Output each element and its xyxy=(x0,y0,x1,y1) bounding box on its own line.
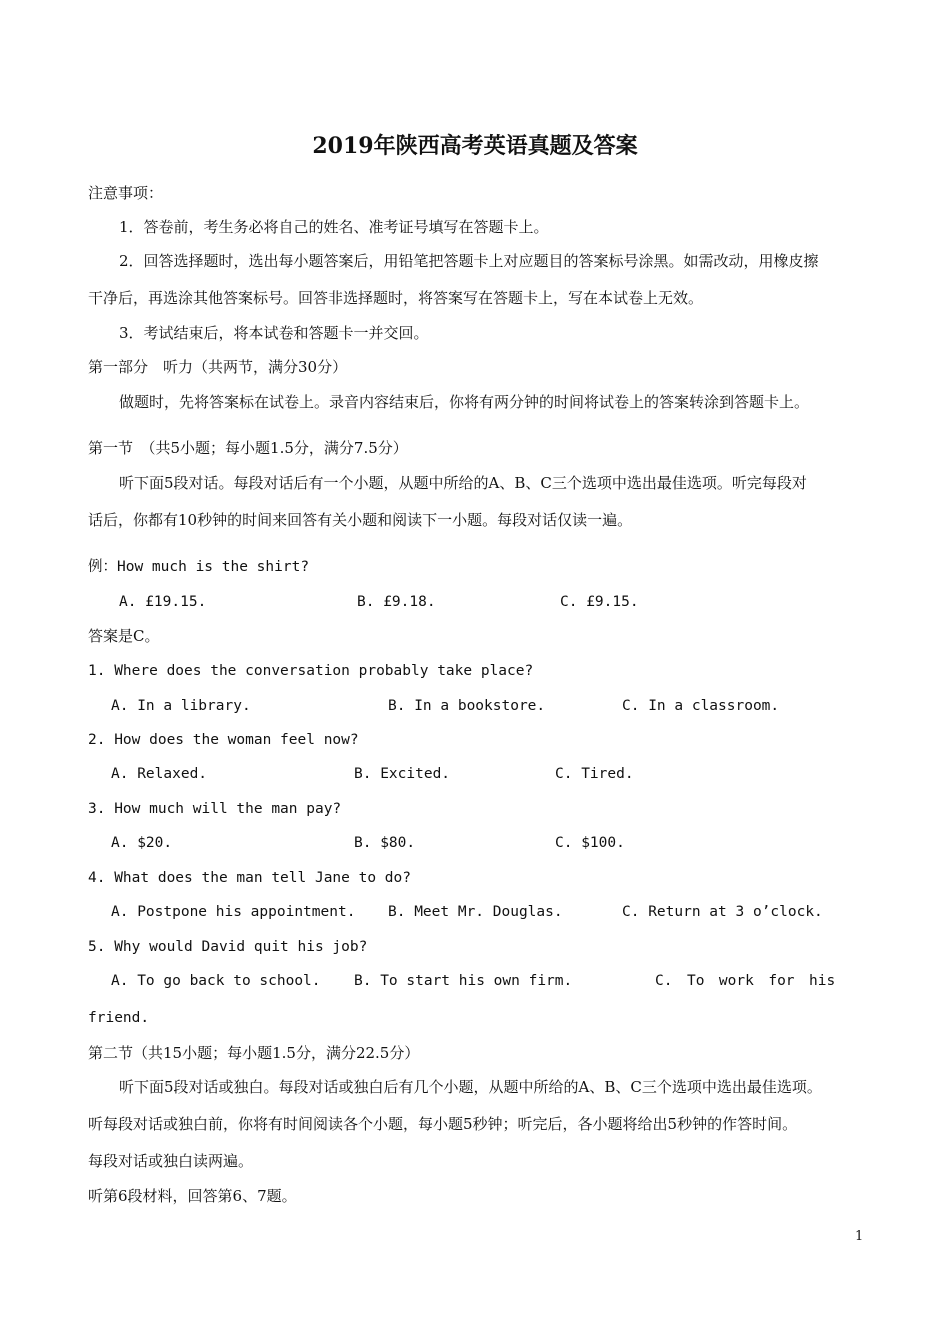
example-answer: 答案是C。 xyxy=(88,627,160,645)
question-3-option-a: A. $20. xyxy=(111,835,173,851)
notice-heading: 注意事项： xyxy=(88,184,164,202)
section2-instruction: 听下面5段对话或独白。每段对话或独白后有几个小题，从题中所给的A、B、C三个选项中选出最佳选项。 xyxy=(119,1078,822,1096)
section2-heading: 第二节（共15小题；每小题1.5分，满分22.5分） xyxy=(88,1044,420,1062)
page-title: 2019年陕西高考英语真题及答案 xyxy=(312,133,638,159)
question-2-option-c: C. Tired. xyxy=(555,766,634,782)
question-2-option-a: A. Relaxed. xyxy=(111,766,208,782)
notice-item-1: 1．答卷前，考生务必将自己的姓名、准考证号填写在答题卡上。 xyxy=(119,218,549,236)
section2-instruction-cont: 听每段对话或独白前，你将有时间阅读各个小题，每小题5秒钟；听完后，各小题将给出5秒钟的作答时间。 xyxy=(88,1115,798,1133)
notice-item-3: 3．考试结束后，将本试卷和答题卡一并交回。 xyxy=(119,324,429,342)
question-4-option-c: C. Return at 3 o’clock. xyxy=(622,904,823,920)
question-4-option-b: B. Meet Mr. Douglas. xyxy=(388,904,563,920)
question-5-option-c-cont: friend. xyxy=(88,1010,150,1026)
question-5-option-a: A. To go back to school. xyxy=(111,973,321,989)
notice-item-2: 2．回答选择题时，选出每小题答案后，用铅笔把答题卡上对应题目的答案标号涂黑。如需改动，用橡皮擦 xyxy=(119,252,819,270)
question-1-option-a: A. In a library. xyxy=(111,698,251,714)
section1-instruction: 听下面5段对话。每段对话后有一个小题，从题中所给的A、B、C三个选项中选出最佳选项。听完每段对 xyxy=(119,474,807,492)
material-6-label: 听第6段材料，回答第6、7题。 xyxy=(88,1187,297,1205)
question-1-option-b: B. In a bookstore. xyxy=(388,698,546,714)
part1-heading: 第一部分 听力（共两节，满分30分） xyxy=(88,358,348,376)
page-number: 1 xyxy=(855,1229,864,1244)
section1-heading: 第一节 （共5小题；每小题1.5分，满分7.5分） xyxy=(88,439,408,457)
example-option-b: B. £9.18. xyxy=(357,594,436,610)
section2-instruction-cont-2: 每段对话或独白读两遍。 xyxy=(88,1152,254,1170)
example-option-c: C. £9.15. xyxy=(560,594,639,610)
question-4-option-a: A. Postpone his appointment. xyxy=(111,904,356,920)
example-option-a: A. £19.15. xyxy=(119,594,207,610)
question-2-option-b: B. Excited. xyxy=(354,766,451,782)
question-2: 2. How does the woman feel now? xyxy=(88,732,359,748)
question-3-option-b: B. $80. xyxy=(354,835,416,851)
question-1: 1. Where does the conversation probably take place? xyxy=(88,663,534,679)
question-3-option-c: C. $100. xyxy=(555,835,625,851)
question-1-option-c: C. In a classroom. xyxy=(622,698,780,714)
question-5: 5. Why would David quit his job? xyxy=(88,939,368,955)
question-5-option-c: C. To work for his xyxy=(655,973,836,989)
example-question: 例：How much is the shirt? xyxy=(88,559,310,575)
notice-item-2-cont: 干净后，再选涂其他答案标号。回答非选择题时，将答案写在答题卡上，写在本试卷上无效。 xyxy=(88,289,704,307)
part1-instruction: 做题时，先将答案标在试卷上。录音内容结束后，你将有两分钟的时间将试卷上的答案转涂到答题卡上。 xyxy=(119,393,810,411)
section1-instruction-cont: 话后，你都有10秒钟的时间来回答有关小题和阅读下一小题。每段对话仅读一遍。 xyxy=(88,511,633,529)
question-3: 3. How much will the man pay? xyxy=(88,801,342,817)
question-5-option-b: B. To start his own firm. xyxy=(354,973,573,989)
question-4: 4. What does the man tell Jane to do? xyxy=(88,870,412,886)
